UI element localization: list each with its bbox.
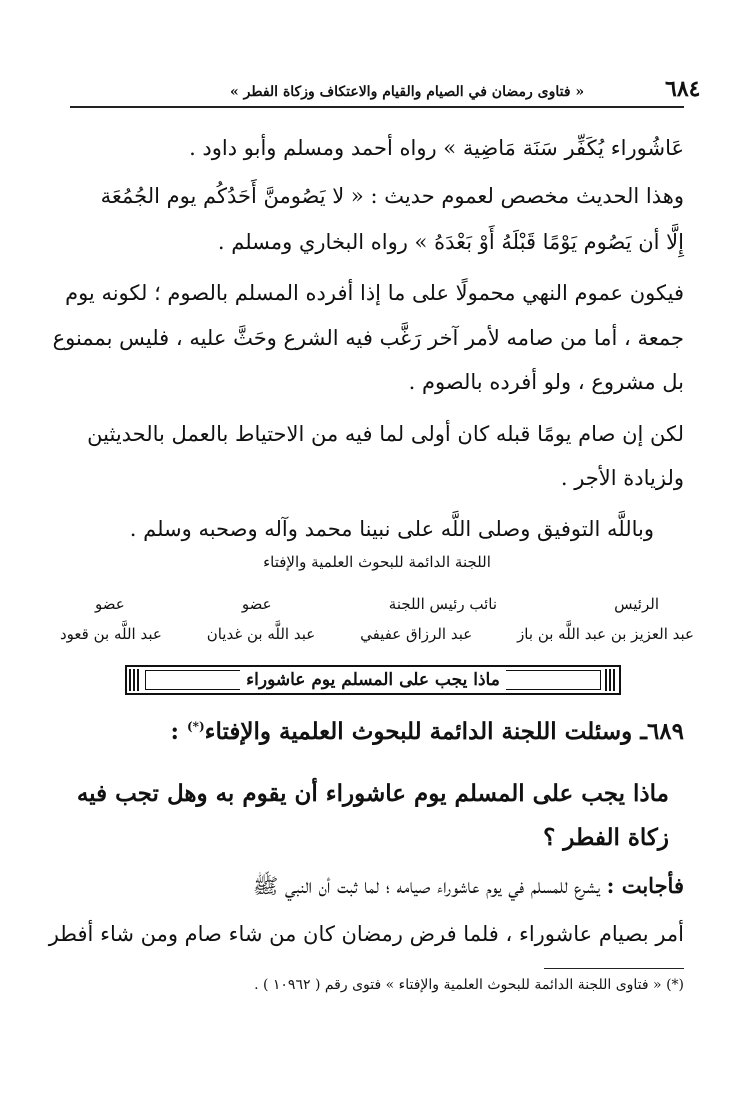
signature-names	[60, 625, 694, 643]
body-line-3: إِلَّا أن يَصُوم يَوْمًا قَبْلَهُ أَوْ بَعْدَهُ » رواه البخاري ومسلم .	[217, 230, 684, 254]
role-member: عضو	[95, 595, 125, 613]
signature-roles	[60, 595, 694, 613]
body-line-2: وهذا الحديث مخصص لعموم حديث : « لا يَصُومنَّ أَحَدُكُم يوم الجُمُعَة	[100, 184, 684, 208]
footnote: (*) « فتاوى اللجنة الدائمة للبحوث العلمية والإفتاء » فتوى رقم ( ١٠٩٦٢ ) .	[254, 977, 684, 993]
body-line-9: وباللَّه التوفيق وصلى اللَّه على نبينا محمد وآله وصحبه وسلم .	[129, 517, 654, 541]
question-line-2: زكاة الفطر ؟	[543, 824, 669, 851]
answer-line-1	[253, 866, 684, 906]
body-line-1: عَاشُوراء يُكَفِّر سَنَة مَاضِية » رواه أحمد ومسلم وأبو داود .	[189, 136, 684, 160]
name-chairman: عبد العزيز بن عبد اللَّه بن باز	[517, 625, 694, 643]
fatwa-heading	[170, 718, 684, 745]
body-line-5: جمعة ، أما من صامه لأمر آخر رَغَّب فيه الشرع وحَثَّ عليه ، فليس بممنوع	[52, 326, 684, 350]
body-line-7: لكن إن صام يومًا قبله كان أولى لما فيه من الاحتياط بالعمل بالحديثين	[87, 422, 684, 446]
role-member: عضو	[241, 595, 272, 613]
name-member: عبد اللَّه بن غديان	[206, 625, 316, 643]
body-line-4: فيكون عموم النهي محمولًا على ما إذا أفرده المسلم بالصوم ؛ لكونه يوم	[65, 281, 684, 305]
page-header	[70, 66, 701, 108]
role-vice-chairman: نائب رئيس اللجنة	[388, 595, 497, 613]
footnote-marker: (*)	[186, 719, 205, 734]
name-member: عبد اللَّه بن قعود	[60, 625, 162, 643]
running-title: « فتاوى رمضان في الصيام والقيام والاعتكاف وزكاة الفطر »	[230, 84, 585, 100]
committee-title: اللجنة الدائمة للبحوث العلمية والإفتاء	[263, 553, 491, 571]
page-number: ٦٨٤	[665, 76, 701, 102]
name-vice-chairman: عبد الرزاق عفيفي	[360, 625, 473, 643]
answer-text-1: يشرع للمسلم في يوم عاشوراء صيامه ؛ لما ثبت أن النبي ﷺ	[252, 874, 607, 898]
fatwa-heading-text: ٦٨٩ـ وسئلت اللجنة الدائمة للبحوث العلمية والإفتاء	[204, 718, 684, 745]
answer-line-2: أمر بصيام عاشوراء ، فلما فرض رمضان كان من شاء صام ومن شاء أفطر	[48, 922, 684, 946]
section-title: ماذا يجب على المسلم يوم عاشوراء	[240, 670, 506, 690]
banner-ornament	[605, 669, 617, 691]
body-line-8: ولزيادة الأجر .	[560, 466, 684, 490]
footnote-divider	[544, 968, 684, 969]
answer-label: فأجابت :	[606, 873, 684, 898]
question-line-1: ماذا يجب على المسلم يوم عاشوراء أن يقوم به وهل تجب فيه	[76, 780, 669, 807]
role-chairman: الرئيس	[614, 595, 659, 613]
body-line-6: بل مشروع ، ولو أفرده بالصوم .	[408, 370, 684, 394]
heading-colon: :	[170, 718, 187, 745]
section-banner	[125, 665, 621, 695]
banner-ornament	[129, 669, 141, 691]
